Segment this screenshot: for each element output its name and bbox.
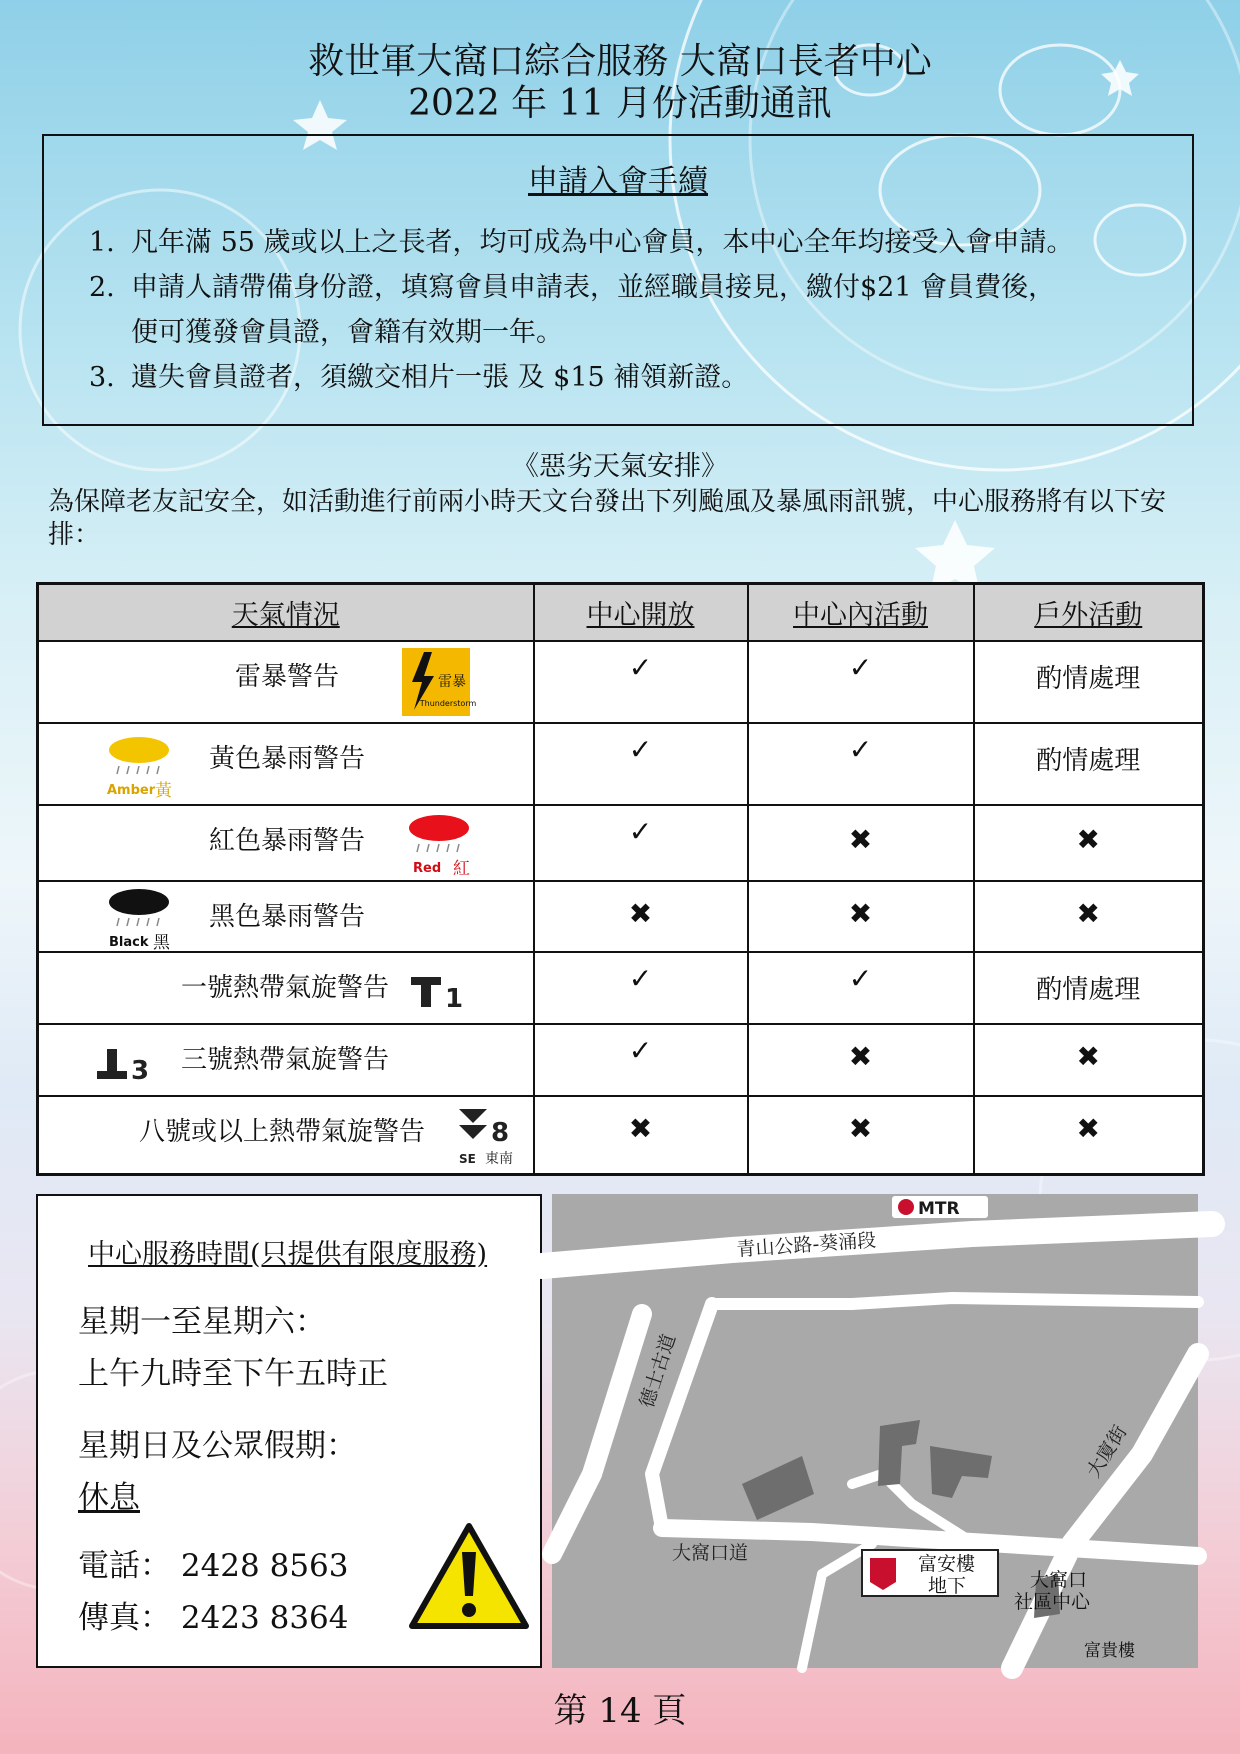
svg-text:社區中心: 社區中心 xyxy=(1014,1591,1091,1613)
list-number: 3. xyxy=(89,362,115,393)
holiday-status: 休息 xyxy=(78,1480,140,1516)
condition-cell xyxy=(38,952,534,1023)
table-row xyxy=(38,1096,1204,1175)
cross-icon: ✖ xyxy=(848,896,873,930)
condition-cell xyxy=(38,805,534,880)
header-outdoor: 戶外活動 xyxy=(974,584,1204,642)
header-subtitle: 2022 年 11 月份活動通訊 xyxy=(408,83,832,124)
svg-text:德士古道: 德士古道 xyxy=(635,1331,681,1411)
condition-label: 黃色暴雨警告 xyxy=(209,743,366,774)
phone-row xyxy=(78,1540,349,1585)
list-text: 申請人請帶備身份證，填寫會員申請表，並經職員接見，繳付$21 會員費後， xyxy=(131,272,1056,303)
table-row xyxy=(38,723,1204,805)
svg-text:8: 8 xyxy=(491,1117,510,1148)
condition-cell xyxy=(38,881,534,952)
table-row xyxy=(38,641,1204,722)
outdoor-note: 酌情處理 xyxy=(1036,975,1141,1006)
cross-icon: ✖ xyxy=(628,896,653,930)
indoor-cell xyxy=(748,952,974,1023)
check-icon: ✓ xyxy=(848,732,873,766)
cross-icon: ✖ xyxy=(628,1111,653,1145)
amber-rainstorm-icon xyxy=(105,732,173,800)
cross-icon: ✖ xyxy=(848,1111,873,1145)
weather-title: 《惡劣天氣安排》 xyxy=(512,451,728,482)
list-text: 便可獲發會員證，會籍有效期一年。 xyxy=(131,317,563,348)
svg-text:大窩口: 大窩口 xyxy=(1030,1569,1088,1591)
service-hours-box xyxy=(36,1194,542,1668)
fax-label: 傳真： xyxy=(78,1600,171,1636)
header-condition: 天氣情況 xyxy=(38,584,534,642)
condition-label: 八號或以上熱帶氣旋警告 xyxy=(139,1116,426,1147)
list-text: 凡年滿 55 歲或以上之長者，均可成為中心會員，本中心全年均接受入會申請。 xyxy=(131,227,1074,258)
header-title: 救世軍大窩口綜合服務 大窩口長者中心 xyxy=(308,41,932,82)
condition-label: 一號熱帶氣旋警告 xyxy=(181,973,390,1004)
svg-text:紅: 紅 xyxy=(453,859,470,880)
outdoor-cell xyxy=(974,1024,1204,1096)
condition-cell xyxy=(38,1096,534,1175)
phone-number: 2428 8563 xyxy=(180,1548,349,1584)
open-cell xyxy=(534,952,748,1023)
check-icon: ✓ xyxy=(628,962,653,996)
outdoor-note: 酌情處理 xyxy=(1036,664,1141,695)
fax-number: 2423 8364 xyxy=(180,1600,349,1636)
typhoon-signal-3-icon xyxy=(95,1043,151,1086)
condition-label: 紅色暴雨警告 xyxy=(209,826,366,857)
check-icon: ✓ xyxy=(848,962,873,996)
outdoor-note: 酌情處理 xyxy=(1036,745,1141,776)
phone-label: 電話： xyxy=(78,1548,171,1584)
header-open: 中心開放 xyxy=(534,584,748,642)
table-row xyxy=(38,805,1204,880)
outdoor-cell xyxy=(974,805,1204,880)
cross-icon: ✖ xyxy=(848,823,873,857)
svg-text:大窩口道: 大窩口道 xyxy=(672,1542,749,1564)
cross-icon: ✖ xyxy=(848,1039,873,1073)
fax-row xyxy=(78,1592,349,1637)
check-icon: ✓ xyxy=(628,815,653,849)
svg-text:Black: Black xyxy=(109,934,149,950)
cross-icon: ✖ xyxy=(1076,823,1100,857)
cross-icon: ✖ xyxy=(1076,896,1100,930)
table-row xyxy=(38,1024,1204,1096)
condition-label: 黑色暴雨警告 xyxy=(209,901,366,932)
weather-table xyxy=(36,582,1205,1176)
condition-cell xyxy=(38,641,534,722)
svg-text:Amber: Amber xyxy=(107,782,156,798)
list-number: 2. xyxy=(89,272,115,303)
svg-text:大廈街: 大廈街 xyxy=(1082,1421,1132,1482)
condition-cell xyxy=(38,1024,534,1096)
weather-intro: 為保障老友記安全，如活動進行前兩小時天文台發出下列颱風及暴風雨訊號，中心服務將有以下安排： xyxy=(48,487,1167,550)
cross-icon: ✖ xyxy=(1076,1039,1100,1073)
red-rainstorm-icon xyxy=(405,810,473,878)
list-item xyxy=(89,265,1074,355)
svg-text:SE: SE xyxy=(459,1151,476,1166)
svg-text:Thunderstorm: Thunderstorm xyxy=(419,699,477,709)
table-row xyxy=(38,952,1204,1023)
condition-cell xyxy=(38,723,534,805)
condition-label: 三號熱帶氣旋警告 xyxy=(181,1044,390,1075)
svg-text:富貴樓: 富貴樓 xyxy=(1084,1641,1135,1661)
outdoor-cell xyxy=(974,723,1204,805)
membership-box xyxy=(42,134,1194,426)
list-item xyxy=(89,355,1074,400)
indoor-cell xyxy=(748,1096,974,1175)
indoor-cell xyxy=(748,723,974,805)
check-icon: ✓ xyxy=(628,732,653,766)
black-rainstorm-icon xyxy=(105,884,173,952)
map-graphic xyxy=(552,1194,1198,1668)
indoor-cell xyxy=(748,1024,974,1096)
outdoor-cell xyxy=(974,641,1204,722)
warning-icon xyxy=(408,1522,530,1630)
weekday-label: 星期一至星期六： xyxy=(78,1304,326,1340)
svg-text:青山公路-葵涌段: 青山公路-葵涌段 xyxy=(735,1229,877,1261)
svg-text:MTR: MTR xyxy=(918,1199,960,1219)
open-cell xyxy=(534,1096,748,1175)
open-cell xyxy=(534,805,748,880)
membership-list xyxy=(89,220,1074,400)
svg-text:東南: 東南 xyxy=(485,1150,513,1167)
indoor-cell xyxy=(748,641,974,722)
svg-text:Red: Red xyxy=(413,861,442,877)
typhoon-signal-1-icon xyxy=(409,971,465,1015)
mtr-logo-icon xyxy=(898,1199,914,1215)
indoor-cell xyxy=(748,881,974,952)
svg-text:黃: 黃 xyxy=(155,780,172,801)
weekday-time: 上午九時至下午五時正 xyxy=(78,1356,388,1392)
page-number: 第 14 頁 xyxy=(553,1691,687,1731)
header-indoor: 中心內活動 xyxy=(748,584,974,642)
holiday-label: 星期日及公眾假期： xyxy=(78,1428,357,1464)
svg-text:1: 1 xyxy=(445,984,464,1015)
location-map xyxy=(552,1194,1198,1668)
svg-text:富安樓: 富安樓 xyxy=(918,1553,976,1575)
svg-text:黑: 黑 xyxy=(153,932,170,953)
list-number: 1. xyxy=(89,227,115,258)
thunderstorm-warning-icon xyxy=(402,648,477,716)
outdoor-cell xyxy=(974,1096,1204,1175)
condition-label: 雷暴警告 xyxy=(235,662,340,693)
table-header-row xyxy=(38,584,1204,642)
check-icon: ✓ xyxy=(628,1033,653,1067)
outdoor-cell xyxy=(974,952,1204,1023)
membership-title: 申請入會手續 xyxy=(528,164,708,199)
cross-icon: ✖ xyxy=(1076,1111,1100,1145)
svg-text:雷暴: 雷暴 xyxy=(438,674,466,691)
open-cell xyxy=(534,641,748,722)
table-row xyxy=(38,881,1204,952)
svg-text:3: 3 xyxy=(131,1055,150,1086)
svg-text:地下: 地下 xyxy=(928,1575,967,1597)
service-hours-title: 中心服務時間(只提供有限度服務) xyxy=(88,1239,488,1270)
typhoon-signal-8-icon xyxy=(457,1105,523,1169)
indoor-cell xyxy=(748,805,974,880)
check-icon: ✓ xyxy=(848,651,873,685)
open-cell xyxy=(534,881,748,952)
open-cell xyxy=(534,723,748,805)
outdoor-cell xyxy=(974,881,1204,952)
list-text: 遺失會員證者，須繳交相片一張 及 $15 補領新證。 xyxy=(131,362,749,393)
list-item xyxy=(89,220,1074,265)
check-icon: ✓ xyxy=(628,651,653,685)
open-cell xyxy=(534,1024,748,1096)
